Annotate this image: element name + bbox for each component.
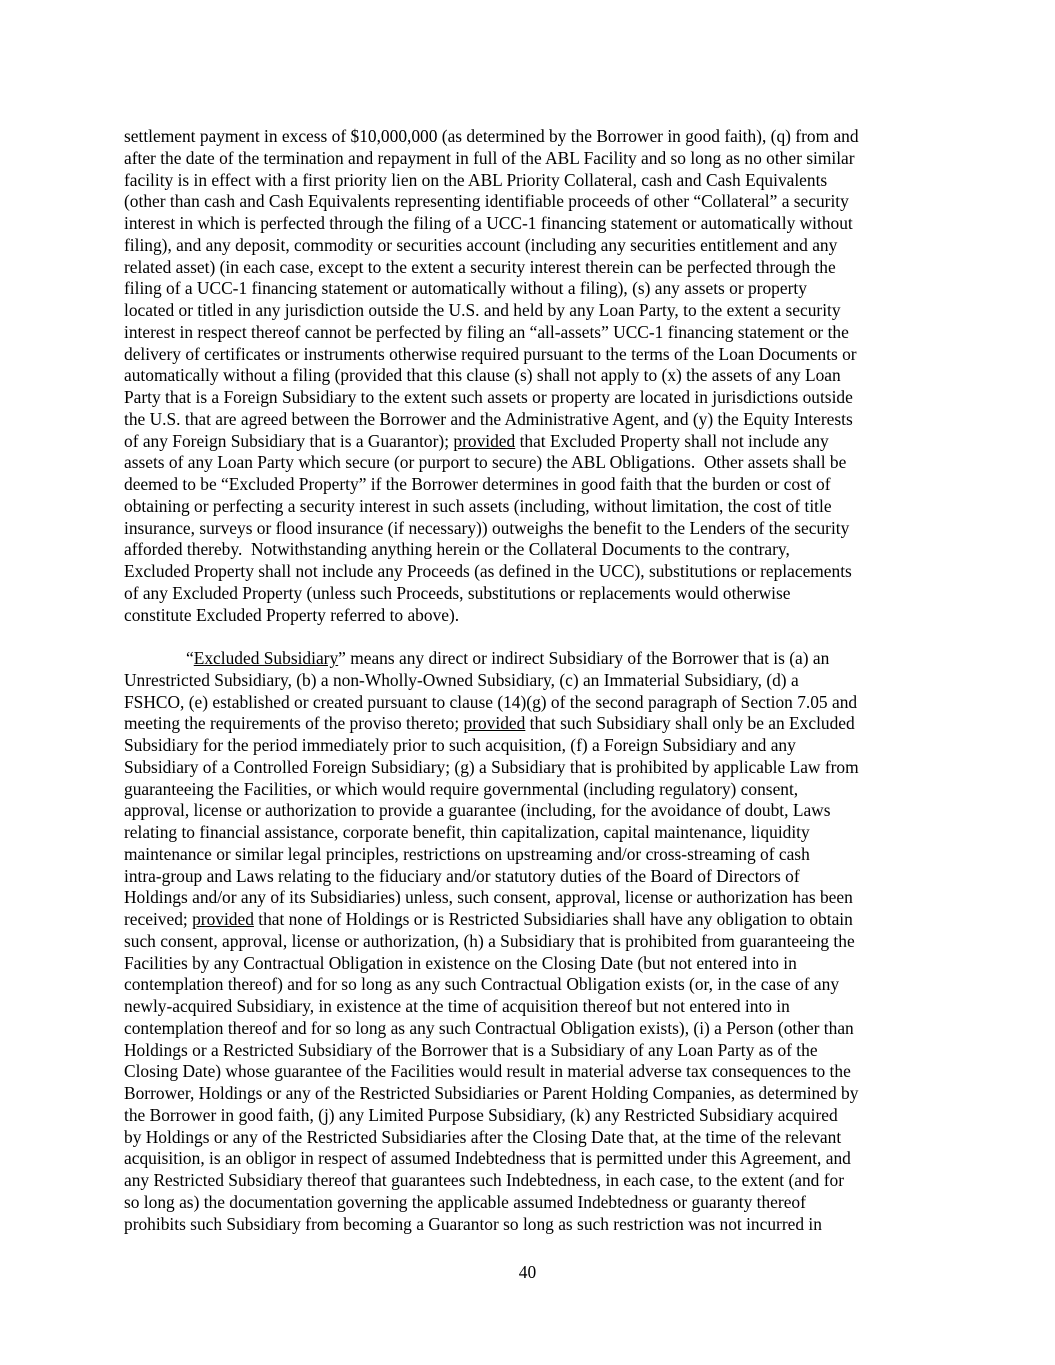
text-fragment: that such Subsidiary shall only be an Excluded <box>525 713 855 734</box>
text-line: after the date of the termination and repayment in full of the ABL Facility and so long as no other similar <box>124 147 855 168</box>
text-line: settlement payment in excess of $10,000,000 (as determined by the Borrower in good faith), (q) from and <box>124 126 859 146</box>
page-number: 40 <box>518 1262 537 1282</box>
text-line: related asset) (in each case, except to the extent a security interest therein can be perfected through the <box>124 256 836 277</box>
text-line: Facilities by any Contractual Obligation in existence on the Closing Date (but not entered into in <box>124 952 797 973</box>
text-line: interest in which is perfected through the filing of a UCC-1 financing statement or automatically without <box>124 213 853 233</box>
text-line: intra-group and Laws relating to the fiduciary and/or statutory duties of the Board of Directors of <box>124 865 800 886</box>
text-line: Party that is a Foreign Subsidiary to the extent such assets or property are located in jurisdictions outside <box>124 387 853 407</box>
text-line: acquisition, is an obligor in respect of assumed Indebtedness that is permitted under this Agreement, and <box>124 1148 851 1169</box>
text-line: deemed to be “Excluded Property” if the Borrower determines in good faith that the burden or cost of <box>124 474 831 494</box>
text-line: Subsidiary of a Controlled Foreign Subsidiary; (g) a Subsidiary that is prohibited by applicable Law from <box>124 756 859 777</box>
text-line: approval, license or authorization to provide a guarantee (including, for the avoidance of doubt, Laws <box>124 800 831 821</box>
text-line: Excluded Property shall not include any Proceeds (as defined in the UCC), substitutions or replacements <box>124 561 852 581</box>
paragraph-excluded-subsidiary-definition <box>124 648 934 1235</box>
text-fragment: “ <box>186 648 194 668</box>
text-line: the U.S. that are agreed between the Borrower and the Administrative Agent, and (y) the Equity Interests <box>124 408 853 429</box>
text-fragment: received; <box>124 909 193 929</box>
underlined-term-provided: provided <box>453 430 516 451</box>
text-line: any Restricted Subsidiary thereof that guarantees such Indebtedness, in each case, to the extent (and for <box>124 1170 845 1190</box>
text-line: contemplation thereof and for so long as any such Contractual Obligation exists), (i) a Person (other than <box>124 1017 854 1038</box>
text-line: prohibits such Subsidiary from becoming a Guarantor so long as such restriction was not incurred in <box>124 1213 822 1234</box>
defined-term-excluded-subsidiary: Excluded Subsidiary <box>193 648 339 668</box>
text-line: such consent, approval, license or authorization, (h) a Subsidiary that is prohibited from guaranteeing the <box>124 930 855 951</box>
text-line: of any Excluded Property (unless such Proceeds, substitutions or replacements would otherwise <box>124 582 791 603</box>
text-line: delivery of certificates or instruments otherwise required pursuant to the terms of the Loan Documents or <box>124 343 857 364</box>
text-fragment: meeting the requirements of the proviso thereto; <box>124 713 464 734</box>
text-line <box>124 648 934 670</box>
text-line: Holdings or a Restricted Subsidiary of the Borrower that is a Subsidiary of any Loan Party as of the <box>124 1039 818 1060</box>
text-line: Unrestricted Subsidiary, (b) a non-Wholly-Owned Subsidiary, (c) an Immaterial Subsidiary, (d) a <box>124 669 799 690</box>
text-line: by Holdings or any of the Restricted Subsidiaries after the Closing Date that, at the time of the relevant <box>124 1126 842 1147</box>
underlined-term-provided: provided <box>192 909 254 929</box>
text-line: so long as) the documentation governing the applicable assumed Indebtedness or guaranty thereof <box>124 1191 806 1212</box>
paragraph-spacer <box>124 626 934 648</box>
text-line: Borrower, Holdings or any of the Restricted Subsidiaries or Parent Holding Companies, as determined by <box>124 1083 859 1103</box>
text-line: guaranteeing the Facilities, or which would require governmental (including regulatory) consent, <box>124 778 799 799</box>
text-line: filing of a UCC-1 financing statement or automatically without a filing), (s) any assets or property <box>124 278 807 299</box>
text-line: located or titled in any jurisdiction outside the U.S. and held by any Loan Party, to the extent a security <box>124 300 841 320</box>
text-line: insurance, surveys or flood insurance (if necessary)) outweighs the benefit to the Lenders of the security <box>124 517 850 538</box>
text-line: relating to financial assistance, corporate benefit, thin capitalization, capital maintenance, liquidity <box>124 822 810 842</box>
text-line: interest in respect thereof cannot be perfected by filing an “all-assets” UCC-1 financing statement or the <box>124 321 849 342</box>
text-line: facility is in effect with a first priority lien on the ABL Priority Collateral, cash and Cash Equivalents <box>124 169 828 190</box>
text-line: obtaining or perfecting a security interest in such assets (including, without limitation, the cost of title <box>124 495 832 516</box>
text-line <box>124 713 934 735</box>
text-line <box>124 431 934 453</box>
paragraph-excluded-property-continued <box>124 126 934 626</box>
text-line: maintenance or similar legal principles, restrictions on upstreaming and/or cross-streaming of cash <box>124 843 810 864</box>
text-line: constitute Excluded Property referred to above). <box>124 604 460 625</box>
underlined-term-provided: provided <box>463 713 526 734</box>
text-line: the Borrower in good faith, (j) any Limited Purpose Subsidiary, (k) any Restricted Subsidiary acquired <box>124 1104 838 1125</box>
text-line: automatically without a filing (provided that this clause (s) shall not apply to (x) the assets of any Loan <box>124 365 841 386</box>
text-fragment: ” means any direct or indirect Subsidiary of the Borrower that is (a) an <box>338 648 830 668</box>
text-fragment: that none of Holdings or is Restricted Subsidiaries shall have any obligation to obtain <box>253 909 853 929</box>
text-line <box>124 909 934 931</box>
text-line: filing), and any deposit, commodity or securities account (including any securities entitlement and any <box>124 234 838 255</box>
text-line: Holdings and/or any of its Subsidiaries) unless, such consent, approval, license or authorization has been <box>124 887 853 908</box>
text-line: assets of any Loan Party which secure (or purport to secure) the ABL Obligations. Other assets shall be <box>124 452 847 473</box>
text-line: newly-acquired Subsidiary, in existence at the time of acquisition thereof but not entered into in <box>124 996 790 1016</box>
text-line: contemplation thereof) and for so long as any such Contractual Obligation exists (or, in the case of any <box>124 974 840 995</box>
document-body <box>124 126 934 1235</box>
text-fragment: of any Foreign Subsidiary that is a Guarantor); <box>124 430 454 451</box>
text-line: (other than cash and Cash Equivalents representing identifiable proceeds of other “Collateral” a security <box>124 191 849 212</box>
text-line: Subsidiary for the period immediately prior to such acquisition, (f) a Foreign Subsidiary and any <box>124 735 796 755</box>
text-fragment: that Excluded Property shall not include any <box>515 430 829 451</box>
text-line: afforded thereby. Notwithstanding anything herein or the Collateral Documents to the contrary, <box>124 539 790 560</box>
text-line: Closing Date) whose guarantee of the Facilities would result in material adverse tax consequences to the <box>124 1061 851 1082</box>
text-line: FSHCO, (e) established or created pursuant to clause (14)(g) of the second paragraph of Section 7.05 and <box>124 691 858 712</box>
